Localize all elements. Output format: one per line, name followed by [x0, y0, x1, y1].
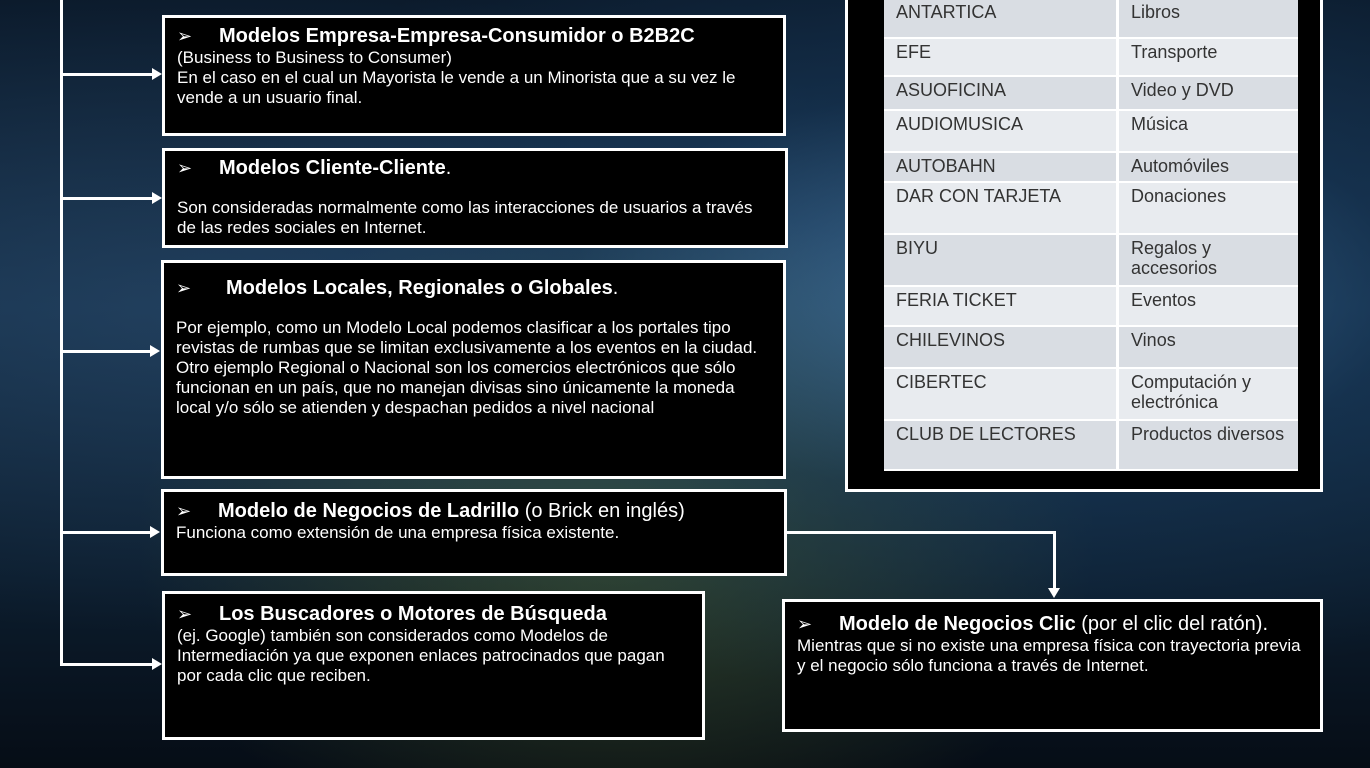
sites-table-panel	[845, 0, 1323, 492]
c2c-title: Modelos Cliente-Cliente	[219, 157, 446, 179]
b2b2c-box	[162, 15, 786, 136]
arrow-bullet-icon: ➢	[176, 501, 192, 521]
arrow-bullet-icon: ➢	[797, 614, 813, 634]
site-name-cell: CIBERTEC	[884, 368, 1118, 420]
locales-text-2: Otro ejemplo Regional o Nacional son los comercios electrónicos que sólo funcionan en un país, que no manejan divisas sino únicamente la moneda local y/o sólo se atienden y despachan pedidos a nivel nacional	[176, 358, 736, 417]
site-category-cell: Vinos	[1118, 326, 1299, 368]
site-category-cell: Eventos	[1118, 286, 1299, 326]
ladrillo-title-suffix: (o Brick en inglés)	[519, 500, 685, 522]
arrow-ladrillo	[150, 526, 160, 538]
arrow-b2b2c	[152, 68, 162, 80]
table-row	[884, 110, 1298, 152]
table-row	[884, 420, 1298, 470]
connector-ladrillo-to-clic-v	[1053, 531, 1056, 589]
table-row	[884, 76, 1298, 110]
buscadores-heading	[177, 602, 690, 626]
table-row	[884, 234, 1298, 286]
site-category-cell: Donaciones	[1118, 182, 1299, 234]
locales-title: Modelos Locales, Regionales o Globales	[226, 277, 613, 299]
site-name-cell: AUDIOMUSICA	[884, 110, 1118, 152]
connector-ladrillo-to-clic-h	[786, 531, 1056, 534]
site-name-cell: ANTARTICA	[884, 0, 1118, 38]
locales-box	[161, 260, 786, 479]
table-row	[884, 368, 1298, 420]
site-category-cell: Video y DVD	[1118, 76, 1299, 110]
table-row	[884, 38, 1298, 76]
connector-branch-locales	[60, 350, 152, 353]
arrow-buscadores	[152, 658, 162, 670]
site-category-cell: Música	[1118, 110, 1299, 152]
arrow-bullet-icon: ➢	[176, 278, 192, 298]
ladrillo-heading	[176, 499, 772, 523]
c2c-heading	[177, 156, 773, 180]
site-category-cell: Transporte	[1118, 38, 1299, 76]
site-name-cell: ASUOFICINA	[884, 76, 1118, 110]
table-row	[884, 152, 1298, 182]
arrow-clic	[1048, 588, 1060, 598]
arrow-bullet-icon: ➢	[177, 604, 193, 624]
arrow-bullet-icon: ➢	[177, 26, 193, 46]
sites-table-body	[884, 0, 1298, 470]
ladrillo-title: Modelo de Negocios de Ladrillo	[218, 500, 520, 522]
locales-heading	[176, 276, 771, 300]
site-name-cell: BIYU	[884, 234, 1118, 286]
arrow-c2c	[152, 192, 162, 204]
site-category-cell: Computación y electrónica	[1118, 368, 1299, 420]
site-category-cell: Regalos y accesorios	[1118, 234, 1299, 286]
connector-branch-buscadores	[60, 663, 154, 666]
site-name-cell: AUTOBAHN	[884, 152, 1118, 182]
buscadores-text: (ej. Google) también son considerados como Modelos de Intermediación ya que exponen enlaces patrocinados que pagan por cada clic que reciben.	[177, 626, 665, 685]
b2b2c-title: Modelos Empresa-Empresa-Consumidor o B2B2C	[219, 25, 695, 47]
clic-title: Modelo de Negocios Clic	[839, 613, 1076, 635]
c2c-box	[162, 148, 788, 248]
clic-title-suffix: (por el clic del ratón).	[1075, 613, 1268, 635]
locales-text-1: Por ejemplo, como un Modelo Local podemos clasificar a los portales tipo revistas de rumbas que se limitan exclusivamente a los eventos en la ciudad.	[176, 318, 758, 357]
connector-branch-c2c	[60, 197, 154, 200]
ladrillo-box	[161, 489, 787, 576]
arrow-locales	[150, 345, 160, 357]
site-category-cell: Libros	[1118, 0, 1299, 38]
buscadores-title: Los Buscadores o Motores de Búsqueda	[219, 603, 607, 625]
table-row	[884, 182, 1298, 234]
table-row	[884, 326, 1298, 368]
connector-trunk	[60, 0, 63, 666]
clic-heading	[797, 612, 1308, 636]
c2c-title-suffix: .	[445, 157, 452, 179]
b2b2c-text-1: (Business to Business to Consumer)	[177, 48, 452, 67]
site-category-cell: Automóviles	[1118, 152, 1299, 182]
c2c-text: Son consideradas normalmente como las interacciones de usuarios a través de las redes sociales en Internet.	[177, 198, 753, 237]
connector-branch-ladrillo	[60, 531, 152, 534]
site-name-cell: EFE	[884, 38, 1118, 76]
clic-text: Mientras que si no existe una empresa física con trayectoria previa y el negocio sólo funciona a través de Internet.	[797, 636, 1301, 675]
arrow-bullet-icon: ➢	[177, 158, 193, 178]
b2b2c-text-2: En el caso en el cual un Mayorista le vende a un Minorista que a su vez le vende a un usuario final.	[177, 68, 736, 107]
b2b2c-heading	[177, 24, 771, 48]
locales-title-suffix: .	[612, 277, 619, 299]
site-name-cell: CLUB DE LECTORES	[884, 420, 1118, 470]
site-category-cell: Productos diversos	[1118, 420, 1299, 470]
buscadores-box	[162, 591, 705, 740]
site-name-cell: DAR CON TARJETA	[884, 182, 1118, 234]
table-row	[884, 286, 1298, 326]
sites-table	[884, 0, 1298, 471]
site-name-cell: CHILEVINOS	[884, 326, 1118, 368]
clic-box	[782, 599, 1323, 732]
table-row	[884, 0, 1298, 38]
connector-branch-b2b2c	[60, 73, 154, 76]
ladrillo-text: Funciona como extensión de una empresa física existente.	[176, 523, 620, 542]
site-name-cell: FERIA TICKET	[884, 286, 1118, 326]
